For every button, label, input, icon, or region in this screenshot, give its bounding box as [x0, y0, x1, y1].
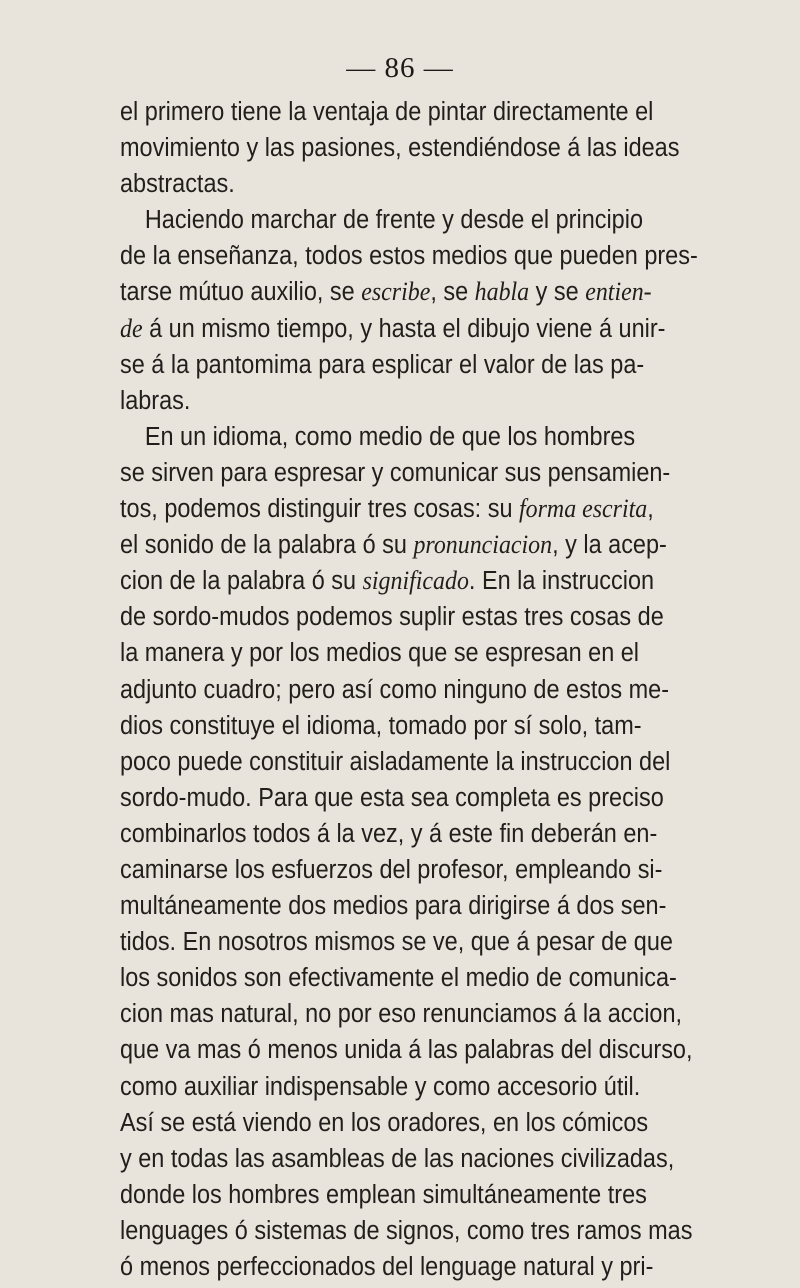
text-line — [120, 672, 707, 708]
text-run: lenguages ó sistemas de signos, como tres ramos mas — [120, 1216, 693, 1245]
text-run: de sordo-mudos podemos suplir estas tres cosas de — [120, 603, 664, 632]
text-run: cion de la palabra ó su — [120, 567, 363, 596]
text-run: y se — [529, 278, 586, 307]
text-line — [120, 1177, 707, 1213]
text-line — [120, 1105, 707, 1141]
text-run: multáneamente dos medios para dirigirse á dos sen- — [120, 892, 667, 921]
text-run: sordo-mudo. Para que esta sea completa es preciso — [120, 783, 664, 812]
text-line — [120, 780, 707, 816]
text-line — [120, 166, 707, 202]
text-line — [120, 924, 707, 960]
text-run: los sonidos son efectivamente el medio de comunica- — [120, 964, 677, 993]
text-run: cion mas natural, no por eso renunciamos á la accion, — [120, 1000, 683, 1029]
text-run: caminarse los esfuerzos del profesor, empleando si- — [120, 855, 663, 884]
text-line — [120, 599, 707, 635]
text-run: tarse mútuo auxilio, se — [120, 278, 362, 307]
text-line — [120, 852, 707, 888]
text-run: movimiento y las pasiones, estendiéndose á las ideas — [120, 134, 680, 163]
text-line — [120, 130, 707, 166]
text-line — [120, 202, 707, 238]
italic-text: entien- — [585, 277, 652, 307]
text-run: tos, podemos distinguir tres cosas: su — [120, 495, 520, 524]
text-run: dios constituye el idioma, tomado por sí solo, tam- — [120, 711, 642, 740]
text-line — [120, 491, 707, 527]
text-line — [120, 1141, 707, 1177]
text-run: , se — [430, 278, 475, 307]
text-run: En un idioma, como medio de que los hombres — [144, 422, 636, 451]
text-run: Haciendo marchar de frente y desde el principio — [144, 206, 643, 235]
text-run: . En la instruccion — [468, 567, 655, 596]
text-line — [120, 94, 707, 130]
text-run: , — [647, 495, 654, 524]
text-line — [120, 238, 707, 274]
text-line — [120, 347, 707, 383]
text-run: se á la pantomima para esplicar el valor de las pa- — [120, 350, 645, 379]
text-run: adjunto cuadro; pero así como ninguno de estos me- — [120, 675, 670, 704]
text-run: á un mismo tiempo, y hasta el dibujo viene á unir- — [142, 314, 666, 343]
text-line — [120, 419, 707, 455]
text-line — [120, 708, 707, 744]
text-line — [120, 744, 707, 780]
text-run: labras. — [120, 386, 191, 415]
text-run: se sirven para espresar y comunicar sus pensamien- — [120, 458, 671, 487]
text-run: Así se está viendo en los oradores, en los cómicos — [120, 1108, 649, 1137]
text-run: y en todas las asambleas de las naciones civilizadas, — [120, 1144, 675, 1173]
text-run: donde los hombres emplean simultáneamente tres — [120, 1180, 647, 1209]
text-run: combinarlos todos á la vez, y á este fin deberán en- — [120, 819, 658, 848]
text-line — [120, 1032, 707, 1068]
body-text — [120, 94, 707, 1285]
text-line — [120, 311, 707, 347]
italic-text: escribe — [361, 277, 431, 307]
text-line — [120, 960, 707, 996]
text-run: que va mas ó menos unida á las palabras del discurso, — [120, 1036, 693, 1065]
text-run: el primero tiene la ventaja de pintar directamente el — [120, 98, 654, 126]
text-run: como auxiliar indispensable y como accesorio útil. — [120, 1072, 641, 1101]
text-run: el sonido de la palabra ó su — [120, 531, 414, 560]
italic-text: significado — [362, 566, 469, 596]
text-line — [120, 1069, 707, 1105]
text-line — [120, 274, 707, 310]
text-run: tidos. En nosotros mismos se ve, que á pesar de que — [120, 928, 673, 957]
text-line — [120, 455, 707, 491]
page-number: — 86 — — [346, 52, 454, 84]
text-line — [120, 888, 707, 924]
text-run: poco puede constituir aisladamente la instruccion del — [120, 747, 671, 776]
text-line — [120, 816, 707, 852]
text-run: de la enseñanza, todos estos medios que pueden pres- — [120, 242, 698, 271]
italic-text: de — [120, 313, 143, 343]
text-line — [120, 635, 707, 671]
text-run: abstractas. — [120, 170, 235, 199]
text-line — [120, 527, 707, 563]
text-run: , y la acep- — [552, 531, 667, 560]
text-line — [120, 1213, 707, 1249]
text-run: la manera y por los medios que se espresan en el — [120, 639, 640, 668]
text-line — [120, 383, 707, 419]
italic-text: habla — [474, 277, 530, 307]
italic-text: forma escrita — [519, 494, 648, 524]
italic-text: pronunciacion — [413, 530, 553, 560]
text-line — [120, 563, 707, 599]
text-line — [120, 1249, 707, 1285]
text-run: ó menos perfeccionados del lenguage natural y pri- — [120, 1253, 654, 1281]
text-line — [120, 996, 707, 1032]
